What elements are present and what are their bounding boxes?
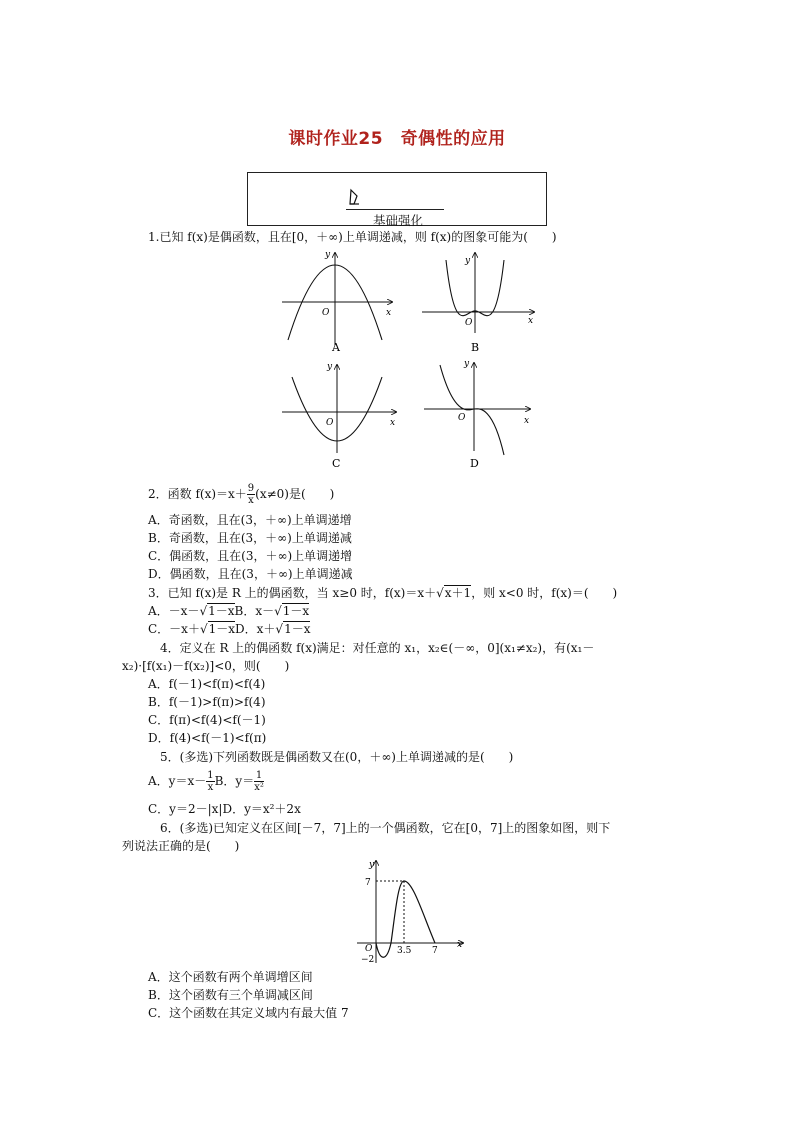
q3-option-b-root: 1－x	[282, 604, 310, 618]
graph-b-origin: O	[465, 318, 473, 328]
graph-a-label: A	[332, 341, 340, 354]
graph-c-label: C	[332, 457, 341, 470]
q1-stem: 1.已知 f(x)是偶函数，且在[0，＋∞)上单调递减，则 f(x)的图象可能为( )	[148, 230, 557, 244]
q2-frac-den: x	[248, 495, 254, 506]
q5-stem: 5．(多选)下列函数既是偶函数又在(0，＋∞)上单调递减的是( )	[160, 750, 514, 764]
graph-b-y: y	[465, 256, 471, 266]
q3-option-b-pre: B．x－	[234, 604, 275, 618]
q3-option-c-root: 1－x	[208, 622, 236, 636]
pencil-icon	[348, 188, 362, 208]
q6-tick-x7: 7	[432, 946, 438, 956]
graph-c-x: x	[390, 418, 396, 428]
graph-b-label: B	[471, 341, 480, 354]
q6-graph	[355, 855, 475, 965]
graph-d-x: x	[524, 416, 530, 426]
q4-option-d: D．f(4)<f(－1)<f(π)	[148, 731, 267, 745]
q3-stem-post: ，则 x<0 时，f(x)＝( )	[471, 586, 618, 600]
page-title: 课时作业25 奇偶性的应用	[288, 129, 506, 149]
q3-option-d-pre: D．x＋	[235, 622, 276, 636]
graph-d-origin: O	[458, 413, 466, 423]
section-underline	[346, 209, 444, 210]
q3-option-d-root: 1－x	[284, 622, 311, 636]
q3-option-a-pre: A．－x－	[148, 604, 200, 618]
q6-option-b: B．这个函数有三个单调减区间	[148, 988, 313, 1002]
section-header-box	[247, 172, 547, 226]
q2-stem-pre: 2．函数 f(x)＝x＋	[148, 487, 247, 501]
q4-stem-line1: 4．定义在 R 上的偶函数 f(x)满足：对任意的 x₁，x₂∈(－∞，0](x₁≠x₂)，有(x₁－	[160, 641, 595, 655]
graph-c	[282, 362, 396, 470]
q6-tick-y7: 7	[365, 878, 371, 888]
q2-option-a: A．奇函数，且在(3，＋∞)上单调递增	[148, 513, 352, 527]
q5-option-d: D．y＝x²＋2x	[222, 802, 301, 816]
q5-option-b-num: 1	[255, 770, 263, 781]
graph-d-y: y	[464, 359, 470, 369]
q2-option-b: B．奇函数，且在(3，＋∞)上单调递减	[148, 531, 352, 545]
q4-option-b: B．f(－1)>f(π)>f(4)	[148, 695, 266, 709]
q2-fraction	[247, 483, 255, 506]
q3-option-a-root: 1－x	[208, 604, 235, 618]
graph-d-label: D	[470, 457, 479, 470]
q6-option-c: C．这个函数在其定义域内有最大值 7	[148, 1006, 349, 1020]
q3-stem-pre: 3．已知 f(x)是 R 上的偶函数，当 x≥0 时，f(x)＝x＋	[148, 586, 437, 600]
q6-origin: O	[365, 944, 373, 954]
q6-axis-x: x	[457, 940, 463, 950]
graph-a-x: x	[386, 308, 392, 318]
graph-b-x: x	[528, 316, 534, 326]
q5-option-a-fraction	[206, 770, 214, 793]
q2-stem	[148, 482, 334, 506]
q4-option-a: A．f(－1)<f(π)<f(4)	[148, 677, 266, 691]
q5-option-c: C．y＝2－|x|	[148, 802, 223, 816]
q6-tick-ym2: −2	[361, 955, 375, 965]
q2-option-d: D．偶函数，且在(3，＋∞)上单调递减	[148, 567, 353, 581]
q2-option-c: C．偶函数，且在(3，＋∞)上单调递增	[148, 549, 353, 563]
q3-stem: 3．已知 f(x)是 R 上的偶函数，当 x≥0 时，f(x)＝x＋√x＋1，则 x<0 时，f(x)＝( )	[148, 586, 618, 600]
q6-option-a: A．这个函数有两个单调增区间	[148, 970, 313, 984]
q5-option-a-num: 1	[207, 770, 214, 781]
q6-axis-y: y	[369, 860, 375, 870]
graph-c-y: y	[327, 362, 333, 372]
q5-option-b-den: x²	[254, 782, 264, 793]
q2-frac-num: 9	[247, 483, 255, 494]
q3-options-cd: C．－x＋√1－xD．x＋√1－x	[148, 622, 311, 636]
q2-stem-post: (x≠0)是( )	[255, 487, 335, 501]
q5-option-b-pre: B．y＝	[214, 774, 255, 788]
q5-options-ab	[148, 768, 264, 794]
q4-option-c: C．f(π)<f(4)<f(－1)	[148, 713, 266, 727]
q3-option-c-pre: C．－x＋	[148, 622, 200, 636]
q3-stem-root: x＋1	[444, 586, 472, 600]
q6-stem-line2: 列说法正确的是( )	[122, 839, 240, 853]
graph-c-origin: O	[326, 418, 334, 428]
q6-stem-line1: 6．(多选)已知定义在区间[－7，7]上的一个偶函数，它在[0，7]上的图象如图，则下	[160, 821, 611, 835]
q5-options-cd	[148, 801, 301, 818]
q4-stem-line2: x₂)·[f(x₁)－f(x₂)]<0，则( )	[122, 659, 290, 673]
graph-a	[282, 250, 392, 354]
graph-a-y: y	[325, 250, 331, 260]
section-label: 基础强化	[372, 213, 423, 228]
q3-options-ab: A．－x－√1－xB．x－√1－x	[148, 604, 310, 618]
q1-graphs	[0, 245, 794, 485]
q6-tick-x35: 3.5	[397, 946, 412, 956]
graph-d	[424, 359, 530, 470]
q5-option-a-pre: A．y＝x－	[148, 774, 207, 788]
graph-b	[422, 253, 534, 354]
graph-a-origin: O	[322, 308, 330, 318]
q5-option-b-fraction	[254, 770, 264, 793]
q5-option-a-den: x	[207, 782, 214, 793]
